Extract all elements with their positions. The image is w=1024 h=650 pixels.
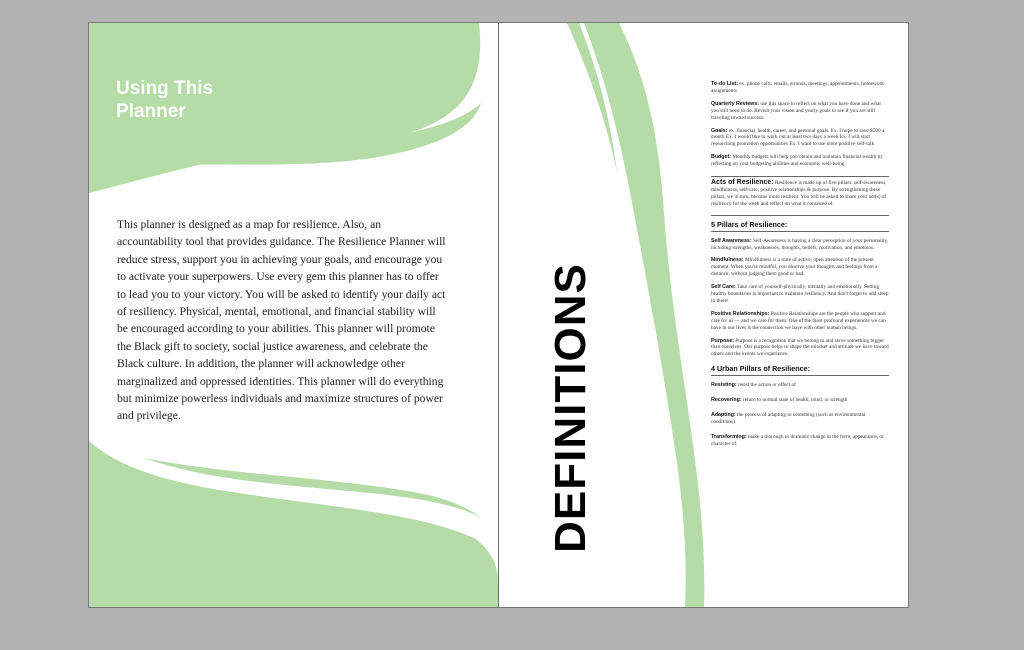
definition-budget: Budget: Monthly budgets will help you obtain and maintain financial wealth by reflecting on your budgeting abilities and economic well-being.	[711, 154, 883, 168]
section-divider	[711, 375, 889, 376]
section-divider	[711, 215, 889, 216]
definitions-title: DEFINITIONS	[546, 263, 595, 553]
pillar-positive-relationships: Positive Relationships: Positive Relationships are the people who support and care for us — and we care for them. One of the most profound experiences we can have in our lives is the connection we have with other human beings.	[711, 310, 886, 331]
pillar-purpose: Purpose: Purpose is a recognition that we belong to and serve something bigger than ourselves. Our purpose helps to shape the mindset and attitude we have toward others and the events we experience.	[711, 337, 889, 358]
definition-quarterly-reviews: Quarterly Reviews: use this space to reflect on what you have done and what you still need to do. Revisit your vision and yearly goals to see if you are still traveling toward success.	[711, 100, 881, 121]
urban-pillar-adapting: Adapting: the process of adapting to something (such as environmental conditions)	[711, 412, 866, 425]
left-page	[89, 23, 498, 607]
definitions-vertical-heading	[541, 253, 601, 563]
document-spread	[89, 23, 908, 607]
urban-pillar-recovering: Recovering: return to normal state of health, mind, or strength	[711, 397, 848, 404]
pillar-self-awareness: Self Awareness: Self-Awareness is having a clear perception of your personality, including strengths, weaknesses, thoughts, beliefs, motivation, and emotions.	[711, 237, 889, 251]
right-page	[499, 23, 908, 607]
pillars-heading: 5 Pillars of Resilience:	[711, 219, 788, 229]
pillar-self-care: Self Care: Take care of yourself-physically, mentally and emotionally. Setting healthy boundaries is important to maintain resiliency. And don't forget to add sleep in there!	[711, 284, 889, 304]
definition-goals: Goals: ex. financial, health, career, and personal goals. Ex. I hope to save $500 a month Ex. I would like to work out at least two days a week Ex. I will start researching promotion opportunities Ex. I want to use more positive self-talk	[711, 127, 885, 148]
intro-paragraph: This planner is designed as a map for resilience. Also, an accountability tool that provides guidance. The Resilience Planner will reduce stress, support you in achieving your goals, and encourage you to activate your superpowers. Use every gem this planner has to offer to lead you to your victory. You will be asked to identify your daily act of resiliency. Physical, mental, emotional, and financial stability will be encouraged according to your abilities. This planner will promote the Black gift to society, social justice awareness, and celebrate the Black culture. In addition, the planner will acknowledge other marginalized and oppressed identities. This planner will do everything but minimize powerless individuals and maximize structures of power and privilege.	[117, 218, 446, 423]
pillar-mindfulness: Mindfulness: Mindfulness is a state of active, open attention of the present moment. When you're mindful, you observe your thoughts and feelings from a distance, without judging them good or bad.	[711, 257, 878, 278]
urban-pillar-resisting: Resisting: resist the action or effect of	[711, 382, 796, 389]
definitions-column	[711, 81, 889, 454]
urban-pillar-transforming: Transforming: make a thorough or dramatic change in the form, appearance, or character of.	[711, 433, 884, 447]
definition-todo: To-do List: ex. phone calls, emails, errands, meetings, appointments, homework assignments	[711, 81, 884, 94]
definition-acts-of-resilience: Acts of Resilience: Resilience is made up of five pillars: self-awareness, mindfulness, self-care, positive relationships & purpose. By strengthening these pillars, we in turn, become more resilient. You will be asked to share your act(s) of resiliency for the week and reflect on what it consisted of.	[711, 176, 889, 208]
page-title: Using This Planner	[116, 78, 214, 122]
urban-pillars-heading: 4 Urban Pillars of Resilience:	[711, 364, 811, 374]
section-divider	[711, 231, 889, 232]
